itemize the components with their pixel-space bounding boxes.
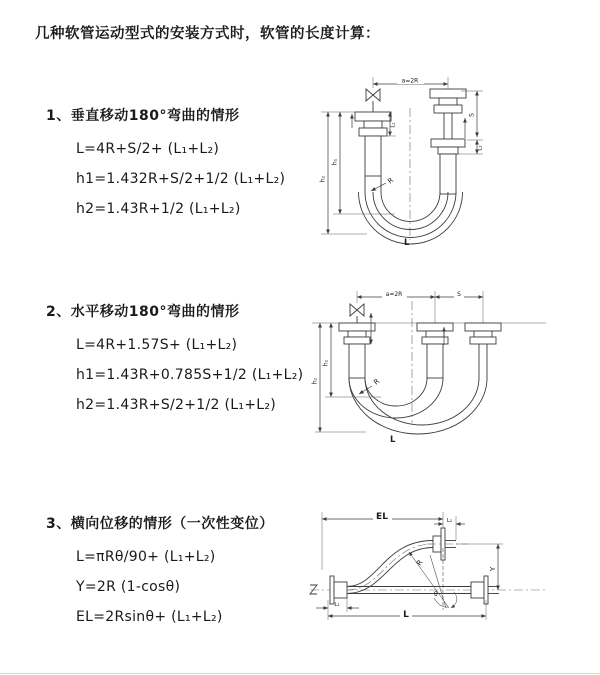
dim-label-r: R — [415, 558, 425, 568]
formula-el: EL=2Rsinθ+ (L₁+L₂) — [76, 609, 223, 625]
dim-label-s: S — [457, 291, 461, 298]
page-bottom-edge — [0, 673, 600, 674]
braided-hose-section — [440, 154, 456, 194]
dim-label-length: L — [404, 238, 410, 248]
pipe-break-symbol — [310, 585, 317, 594]
section-horizontal-movement — [46, 300, 303, 420]
dimension-h1 — [321, 112, 395, 214]
dimension-el — [322, 511, 443, 570]
dimension-l — [328, 600, 486, 620]
radius-construction — [409, 548, 457, 610]
formula-y: Y=2R (1-cosθ) — [76, 579, 181, 595]
formula-length: L=πRθ/90+ (L₁+L₂) — [76, 549, 216, 565]
rotation-arrow — [451, 592, 457, 608]
dim-label-h2: h₂ — [311, 377, 319, 385]
page-title: 几种软管运动型式的安装方式时，软管的长度计算： — [35, 26, 380, 42]
dim-label-l2: L₂ — [477, 145, 484, 151]
dim-label-y: Y — [489, 566, 497, 572]
left-pipe-flange — [355, 112, 391, 176]
dim-label-a2r: a=2R — [401, 77, 419, 85]
dimension-s — [435, 290, 483, 298]
dim-label-l1: L₁ — [390, 122, 397, 128]
dim-label-length: L — [403, 610, 409, 620]
braided-hose-section — [427, 344, 443, 378]
formula-h2: h2=1.43R+S/2+1/2 (L₁+L₂) — [76, 397, 277, 413]
right-pipe-flange-moved — [465, 323, 501, 355]
valve-icon — [350, 304, 364, 323]
dim-label-l2: L₂ — [446, 518, 453, 524]
dim-label-h1: h₁ — [331, 158, 339, 166]
dimension-l1 — [316, 598, 359, 612]
radius-callout — [371, 176, 395, 191]
radius-callout — [359, 377, 381, 394]
left-pipe-flange — [339, 323, 375, 378]
formula-h1: h1=1.43R+0.785S+1/2 (L₁+L₂) — [76, 367, 304, 383]
formula-h2: h2=1.43R+1/2 (L₁+L₂) — [76, 201, 241, 217]
hose-u-bends — [349, 355, 487, 434]
right-pipe-flange — [430, 89, 466, 194]
angle-label-theta: θ — [434, 591, 438, 598]
dimension-a2r — [357, 290, 483, 323]
section-3-heading: 3、横向位移的情形（一次性变位） — [46, 516, 274, 532]
formula-h1: h1=1.432R+S/2+1/2 (L₁+L₂) — [76, 171, 286, 187]
section-vertical-movement — [46, 104, 285, 224]
formula-length: L=4R+1.57S+ (L₁+L₂) — [76, 337, 238, 353]
dim-label-r: R — [386, 176, 396, 186]
diagram-horizontal-180-bend — [306, 283, 590, 451]
dim-label-h1: h₁ — [322, 359, 330, 367]
left-flange — [330, 576, 347, 604]
section-1-heading: 1、垂直移动180°弯曲的情形 — [46, 108, 240, 124]
dim-label-r: R — [372, 377, 382, 387]
hose-displaced-position — [347, 528, 468, 594]
diagram-lateral-displacement — [306, 498, 592, 648]
middle-pipe-flange — [417, 323, 453, 378]
formula-length: L=4R+S/2+ (L₁+L₂) — [76, 141, 220, 157]
valve-icon — [366, 89, 380, 112]
dimension-a2r — [373, 76, 448, 89]
dim-label-s: S — [468, 113, 476, 117]
diagram-vertical-180-bend — [305, 62, 555, 258]
dim-label-h2: h₂ — [319, 175, 327, 183]
section-2-heading: 2、水平移动180°弯曲的情形 — [46, 304, 240, 320]
dim-label-a2r: a=2R — [385, 291, 403, 298]
dim-label-el: EL — [376, 512, 388, 522]
dim-label-l1: L₁ — [334, 602, 340, 608]
section-lateral-displacement — [46, 512, 274, 632]
dim-label-length: L — [390, 435, 396, 445]
braided-hose-section — [349, 344, 365, 378]
braided-hose-section — [365, 136, 381, 176]
